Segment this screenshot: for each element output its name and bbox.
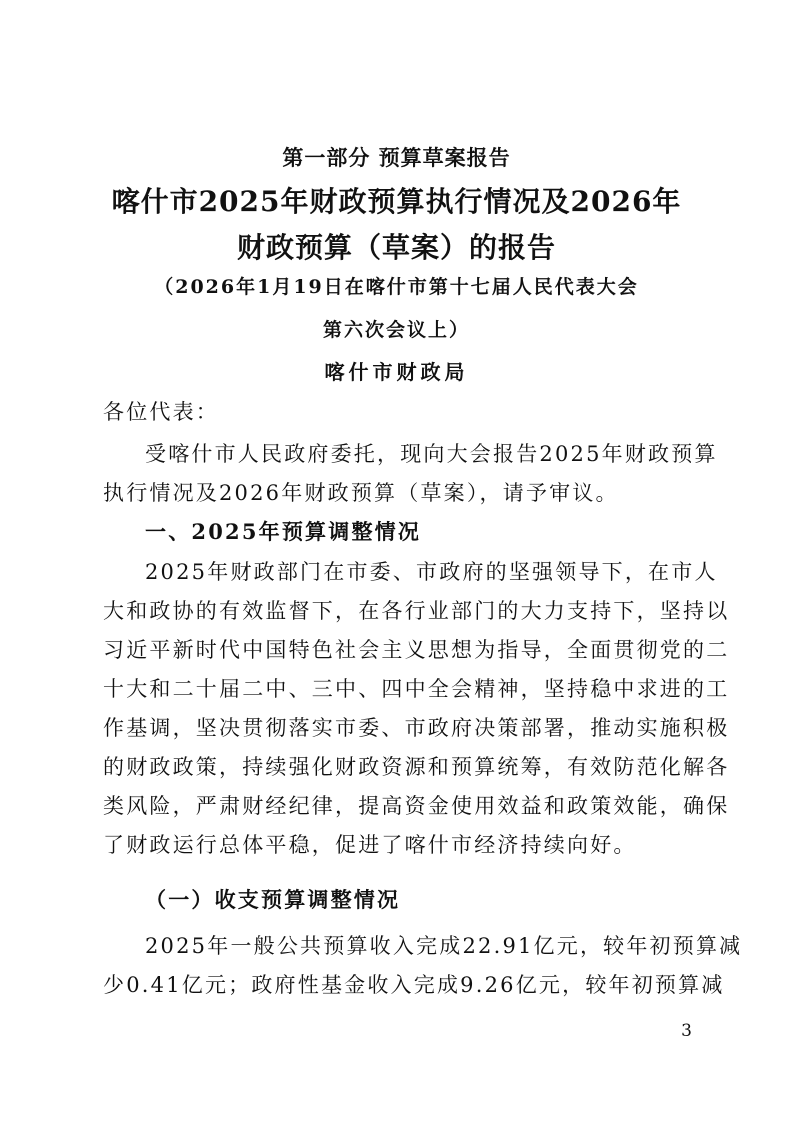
part-heading: 第一部分 预算草案报告 [282, 146, 511, 170]
report-title-line-1: 喀什市2025年财政预算执行情况及2026年 [111, 185, 682, 218]
subsection-1-heading: （一）收支预算调整情况 [145, 887, 401, 912]
paragraph-line: 十大和二十届二中、三中、四中全会精神，坚持稳中求进的工 [103, 677, 730, 701]
paragraph-line: 习近平新时代中国特色社会主义思想为指导，全面贯彻党的二 [103, 638, 730, 662]
meeting-subtitle-line-1: （2026年1月19日在喀什市第十七届人民代表大会 [154, 276, 639, 298]
intro-line-2: 执行情况及2026年财政预算（草案），请予审议。 [103, 481, 619, 505]
paragraph-line: 的财政政策，持续强化财政资源和预算统筹，有效防范化解各 [103, 755, 730, 779]
intro-line-1: 受喀什市人民政府委托，现向大会报告2025年财政预算 [145, 442, 718, 466]
section-1-heading: 一、2025年预算调整情况 [145, 519, 422, 544]
paragraph-line: 类风险，严肃财经纪律，提高资金使用效益和政策效能，确保 [103, 794, 730, 818]
paragraph-line: 作基调，坚决贯彻落实市委、市政府决策部署，推动实施积极 [103, 716, 730, 740]
page-number: 3 [681, 1021, 692, 1041]
salutation: 各位代表： [103, 400, 219, 424]
paragraph-line: 大和政协的有效监督下，在各行业部门的大力支持下，坚持以 [103, 599, 730, 623]
paragraph-line: 2025年财政部门在市委、市政府的坚强领导下，在市人 [145, 560, 718, 584]
revenue-line-2: 少0.41亿元；政府性基金收入完成9.26亿元，较年初预算减 [103, 973, 725, 997]
paragraph-line: 了财政运行总体平稳，促进了喀什市经济持续向好。 [103, 833, 637, 857]
meeting-subtitle-line-2: 第六次会议上） [322, 319, 470, 341]
report-title-line-2: 财政预算（草案）的报告 [236, 231, 556, 264]
revenue-line-1: 2025年一般公共预算收入完成22.91亿元，较年初预算减 [145, 934, 743, 958]
issuer-name: 喀什市财政局 [324, 360, 469, 384]
